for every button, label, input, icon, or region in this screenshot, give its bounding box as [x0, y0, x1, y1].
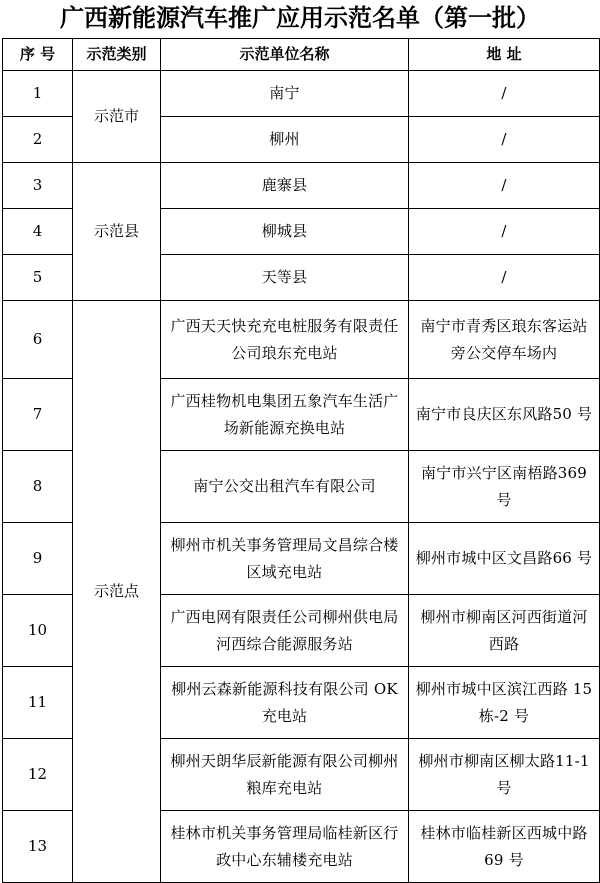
unit-name-cell: 鹿寨县: [161, 163, 409, 209]
unit-name-cell: 柳州市机关事务管理局文昌综合楼区域充电站: [161, 523, 409, 595]
unit-name-cell: 柳州天朗华辰新能源有限公司柳州粮库充电站: [161, 739, 409, 811]
document-title: 广西新能源汽车推广应用示范名单（第一批）: [60, 4, 540, 32]
address-cell: /: [409, 163, 600, 209]
row-no: 8: [3, 451, 73, 523]
category-cell: 示范市: [73, 71, 161, 163]
address-cell: 柳州市柳南区河西街道河西路: [409, 595, 600, 667]
address-cell: 柳州市城中区文昌路66 号: [409, 523, 600, 595]
address-cell: 柳州市城中区滨江西路 15 栋-2 号: [409, 667, 600, 739]
table-row: [3, 301, 600, 379]
row-no: 5: [3, 255, 73, 301]
address-cell: /: [409, 71, 600, 117]
row-no: 9: [3, 523, 73, 595]
header-unit-name: 示范单位名称: [161, 39, 409, 71]
row-no: 13: [3, 811, 73, 883]
address-cell: /: [409, 255, 600, 301]
address-cell: 南宁市青秀区琅东客运站旁公交停车场内: [409, 301, 600, 379]
header-no: 序 号: [3, 39, 73, 71]
unit-name-cell: 南宁公交出租汽车有限公司: [161, 451, 409, 523]
address-cell: /: [409, 117, 600, 163]
row-no: 4: [3, 209, 73, 255]
category-cell: 示范点: [73, 301, 161, 883]
address-cell: 南宁市兴宁区南梧路369 号: [409, 451, 600, 523]
header-category: 示范类别: [73, 39, 161, 71]
row-no: 7: [3, 379, 73, 451]
row-no: 2: [3, 117, 73, 163]
table-header-row: [3, 39, 600, 71]
unit-name-cell: 柳城县: [161, 209, 409, 255]
table-row: [3, 163, 600, 209]
address-cell: 柳州市柳南区柳太路11-1 号: [409, 739, 600, 811]
unit-name-cell: 广西桂物机电集团五象汽车生活广场新能源充换电站: [161, 379, 409, 451]
row-no: 6: [3, 301, 73, 379]
unit-name-cell: 天等县: [161, 255, 409, 301]
unit-name-cell: 柳州云森新能源科技有限公司 OK 充电站: [161, 667, 409, 739]
unit-name-cell: 南宁: [161, 71, 409, 117]
table-row: [3, 71, 600, 117]
demo-list-table: [2, 38, 600, 883]
unit-name-cell: 广西电网有限责任公司柳州供电局河西综合能源服务站: [161, 595, 409, 667]
row-no: 3: [3, 163, 73, 209]
row-no: 1: [3, 71, 73, 117]
address-cell: 桂林市临桂新区西城中路 69 号: [409, 811, 600, 883]
row-no: 12: [3, 739, 73, 811]
unit-name-cell: 广西天天快充充电桩服务有限责任公司琅东充电站: [161, 301, 409, 379]
row-no: 11: [3, 667, 73, 739]
header-address: 地 址: [409, 39, 600, 71]
row-no: 10: [3, 595, 73, 667]
address-cell: /: [409, 209, 600, 255]
category-cell: 示范县: [73, 163, 161, 301]
unit-name-cell: 柳州: [161, 117, 409, 163]
unit-name-cell: 桂林市机关事务管理局临桂新区行政中心东辅楼充电站: [161, 811, 409, 883]
address-cell: 南宁市良庆区东风路50 号: [409, 379, 600, 451]
